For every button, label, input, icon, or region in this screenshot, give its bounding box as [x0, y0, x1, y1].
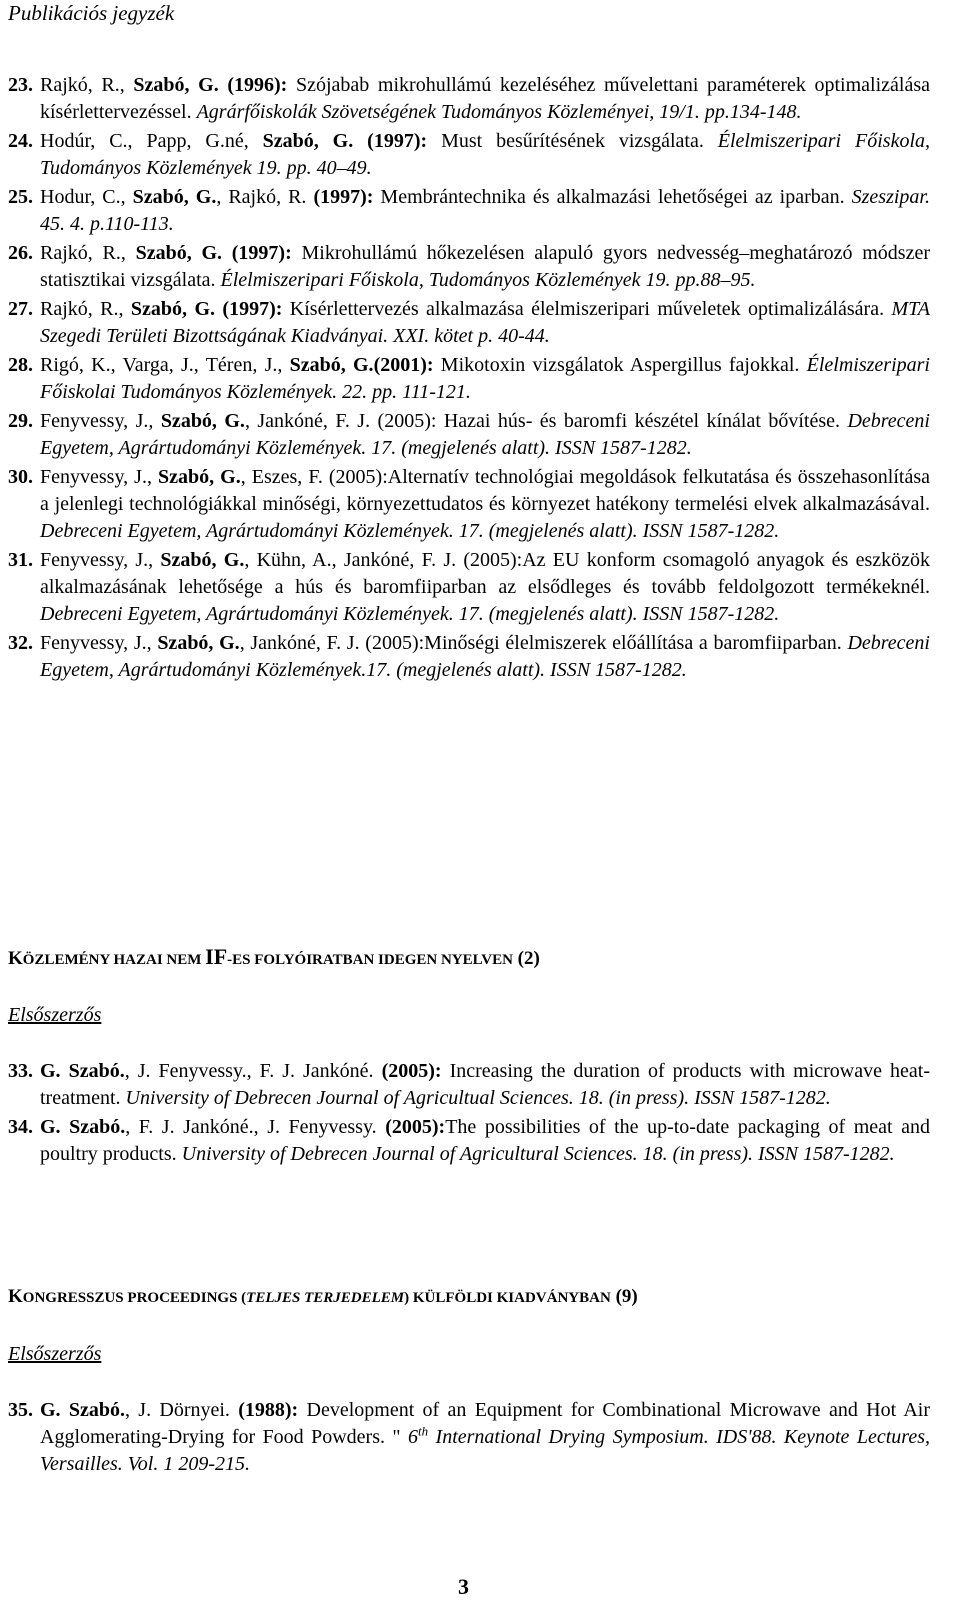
entry-text: Szabó, G.	[158, 466, 241, 488]
entry-text: G. Szabó.	[40, 1060, 125, 1082]
publication-entry	[8, 352, 930, 406]
entry-text: Kísérlettervezés alkalmazása élelmiszeripari műveletek optimalizálására.	[282, 298, 892, 320]
entry-text: Mikotoxin vizsgálatok Aspergillus fajokkal.	[433, 354, 807, 376]
publication-entry	[8, 72, 930, 126]
publication-list-a	[8, 72, 930, 686]
entry-text: th	[418, 1423, 429, 1439]
entry-text: (1996):	[227, 74, 288, 96]
entry-text: Debreceni Egyetem, Agrártudományi Közlemények. 17. (megjelenés alatt). ISSN 1587-1282.	[40, 410, 930, 459]
entry-text: G. Szabó.	[40, 1399, 125, 1421]
entry-text: Élelmiszeripari Főiskola, Tudományos Közlemények 19. pp.88–95.	[220, 269, 756, 291]
entry-number: 25.	[8, 186, 33, 208]
subheading-first-author: Elsőszerzős	[8, 1004, 102, 1026]
entry-number: 29.	[8, 410, 33, 432]
entry-text: (1997):	[231, 242, 292, 264]
entry-text: International Drying Symposium. IDS'88. Keynote Lectures, Versailles. Vol. 1 209-215.	[40, 1426, 930, 1475]
entry-text: Debreceni Egyetem, Agrártudományi Közlemények. 17. (megjelenés alatt). ISSN 1587-1282.	[40, 603, 780, 625]
entry-number: 26.	[8, 242, 33, 264]
page-number: 3	[458, 1574, 469, 1599]
entry-text: Debreceni Egyetem, Agrártudományi Közlemények.17. (megjelenés alatt). ISSN 1587-1282.	[40, 632, 930, 681]
publication-entry	[8, 1058, 930, 1112]
entry-text: Szabó, G.	[160, 549, 245, 571]
entry-number: 30.	[8, 466, 33, 488]
entry-text: G. Szabó.	[40, 1116, 126, 1138]
entry-text: 6	[408, 1426, 418, 1448]
publication-list-c	[8, 1397, 930, 1480]
publication-entry	[8, 1397, 930, 1478]
entry-number: 35.	[8, 1399, 33, 1421]
entry-text: Szabó, G.	[160, 410, 245, 432]
section-heading-domestic-foreign-language: KÖZLEMÉNY HAZAI NEM IF-ES FOLYÓIRATBAN IDEGEN NYELVEN (2)	[8, 944, 540, 969]
entry-text: (2001):	[373, 354, 434, 376]
entry-text	[353, 130, 367, 152]
publication-entry	[8, 630, 930, 684]
entry-text: Fenyvessy, J.,	[40, 466, 158, 488]
entry-text: , Jankóné, F. J. (2005):Minőségi élelmiszerek előállítása a baromfiiparban.	[239, 632, 848, 654]
entry-text: Szabó, G.	[130, 298, 215, 320]
entry-text: , Jankóné, F. J. (2005): Hazai hús- és baromfi készétel kínálat bővítése.	[244, 410, 848, 432]
entry-text: (1997):	[313, 186, 374, 208]
entry-text: University of Debrecen Journal of Agricultual Sciences. 18. (in press). ISSN 1587-1282.	[125, 1087, 831, 1109]
entry-text: , Rajkó, R.	[216, 186, 314, 208]
entry-text: Rajkó, R.,	[40, 74, 134, 96]
entry-text: , F. J. Jankóné., J. Fenyvessy.	[125, 1116, 386, 1138]
entry-text: Élelmiszeripari Főiskolai Tudományos Közlemények. 22. pp. 111-121.	[40, 354, 930, 403]
entry-text: , J. Fenyvessy., F. J. Jankóné.	[124, 1060, 382, 1082]
entry-text: Élelmiszeripari Főiskola, Tudományos Közlemények 19. pp. 40–49.	[40, 130, 931, 179]
entry-text: Szabó, G.	[157, 632, 240, 654]
entry-text	[222, 242, 232, 264]
entry-text: Rajkó, R.,	[40, 242, 136, 264]
entry-text: Increasing the duration of products with microwave heat-treatment.	[40, 1060, 930, 1109]
entry-text: Szabó, G.	[132, 186, 217, 208]
entry-text: Hodúr, C., Papp, G.né,	[40, 130, 263, 152]
entry-text: Debreceni Egyetem, Agrártudományi Közlemények. 17. (megjelenés alatt). ISSN 1587-1282.	[40, 520, 780, 542]
publication-entry	[8, 184, 930, 238]
entry-number: 33.	[8, 1060, 33, 1082]
publication-entry	[8, 128, 930, 182]
publication-entry	[8, 547, 930, 628]
entry-number: 31.	[8, 549, 33, 571]
entry-text: Rajkó, R.,	[40, 298, 131, 320]
entry-text: Szabó, G.	[133, 74, 219, 96]
entry-text: Rigó, K., Varga, J., Téren, J.,	[40, 354, 290, 376]
entry-text: MTA Szegedi Területi Bizottságának Kiadványai. XXI. kötet p. 40-44.	[40, 298, 930, 347]
entry-text: , Eszes, F. (2005):Alternatív technológiai megoldások felkutatása és összehasonlítása a jelenlegi technológiákkal minőségi, környezettudatos és környezet hatékony termelési elvek alkalmazásával.	[40, 466, 930, 515]
entry-text: (1997):	[367, 130, 428, 152]
entry-text: Szabó, G.	[262, 130, 354, 152]
entry-text: Agrárfőiskolák Szövetségének Tudományos Közleményei, 19/1. pp.134-148.	[196, 101, 802, 123]
publication-entry	[8, 1114, 930, 1168]
entry-text: Fenyvessy, J.,	[40, 632, 158, 654]
entry-text: Must besűrítésének vizsgálata.	[427, 130, 718, 152]
entry-text: Szójabab mikrohullámú kezeléséhez művelettani paraméterek optimalizálása kísérlettervezéssel.	[40, 74, 930, 123]
entry-text: The possibilities of the up-to-date packaging of meat and poultry products.	[40, 1116, 930, 1165]
publication-entry	[8, 464, 930, 545]
entry-text: , Kühn, A., Jankóné, F. J. (2005):Az EU konform csomagoló anyagok és eszközök alkalmazásának lehetősége a hús és baromfiiparban az elsődleges és tovább feldolgozott termékeknél.	[40, 549, 930, 598]
entry-text: (1988):	[238, 1399, 299, 1421]
page-header: Publikációs jegyzék	[8, 1, 175, 25]
entry-text: Membrántechnika és alkalmazási lehetőségei az iparban.	[373, 186, 852, 208]
publication-entry	[8, 408, 930, 462]
entry-number: 27.	[8, 298, 33, 320]
entry-text: Fenyvessy, J.,	[40, 549, 161, 571]
publication-entry	[8, 240, 930, 294]
subheading-first-author-2: Elsőszerzős	[8, 1343, 102, 1365]
entry-text: Hodur, C.,	[40, 186, 133, 208]
entry-text: Szabó, G.	[135, 242, 223, 264]
publication-list-b	[8, 1058, 930, 1170]
entry-text: Mikrohullámú hőkezelésen alapuló gyors nedvesség–meghatározó módszer statisztikai vizsgálata.	[40, 242, 930, 291]
entry-number: 23.	[8, 74, 33, 96]
entry-number: 28.	[8, 354, 33, 376]
entry-text: University of Debrecen Journal of Agricultural Sciences. 18. (in press). ISSN 1587-1282.	[181, 1143, 895, 1165]
entry-text: Szabó, G.	[289, 354, 374, 376]
entry-text: (2005):	[385, 1116, 446, 1138]
entry-text: (1997):	[222, 298, 283, 320]
entry-text: Fenyvessy, J.,	[40, 410, 161, 432]
entry-number: 32.	[8, 632, 33, 654]
entry-text: (2005):	[381, 1060, 442, 1082]
entry-number: 34.	[8, 1116, 33, 1138]
publication-entry	[8, 296, 930, 350]
section-heading-congress-proceedings: KONGRESSZUS PROCEEDINGS (TELJES TERJEDELEM) KÜLFÖLDI KIADVÁNYBAN (9)	[8, 1286, 638, 1307]
entry-number: 24.	[8, 130, 33, 152]
entry-text: Development of an Equipment for Combinational Microwave and Hot Air Agglomerating-Drying for Food Powders. "	[40, 1399, 930, 1448]
entry-text: Szeszipar. 45. 4. p.110-113.	[40, 186, 930, 235]
entry-text: , J. Dörnyei.	[124, 1399, 239, 1421]
